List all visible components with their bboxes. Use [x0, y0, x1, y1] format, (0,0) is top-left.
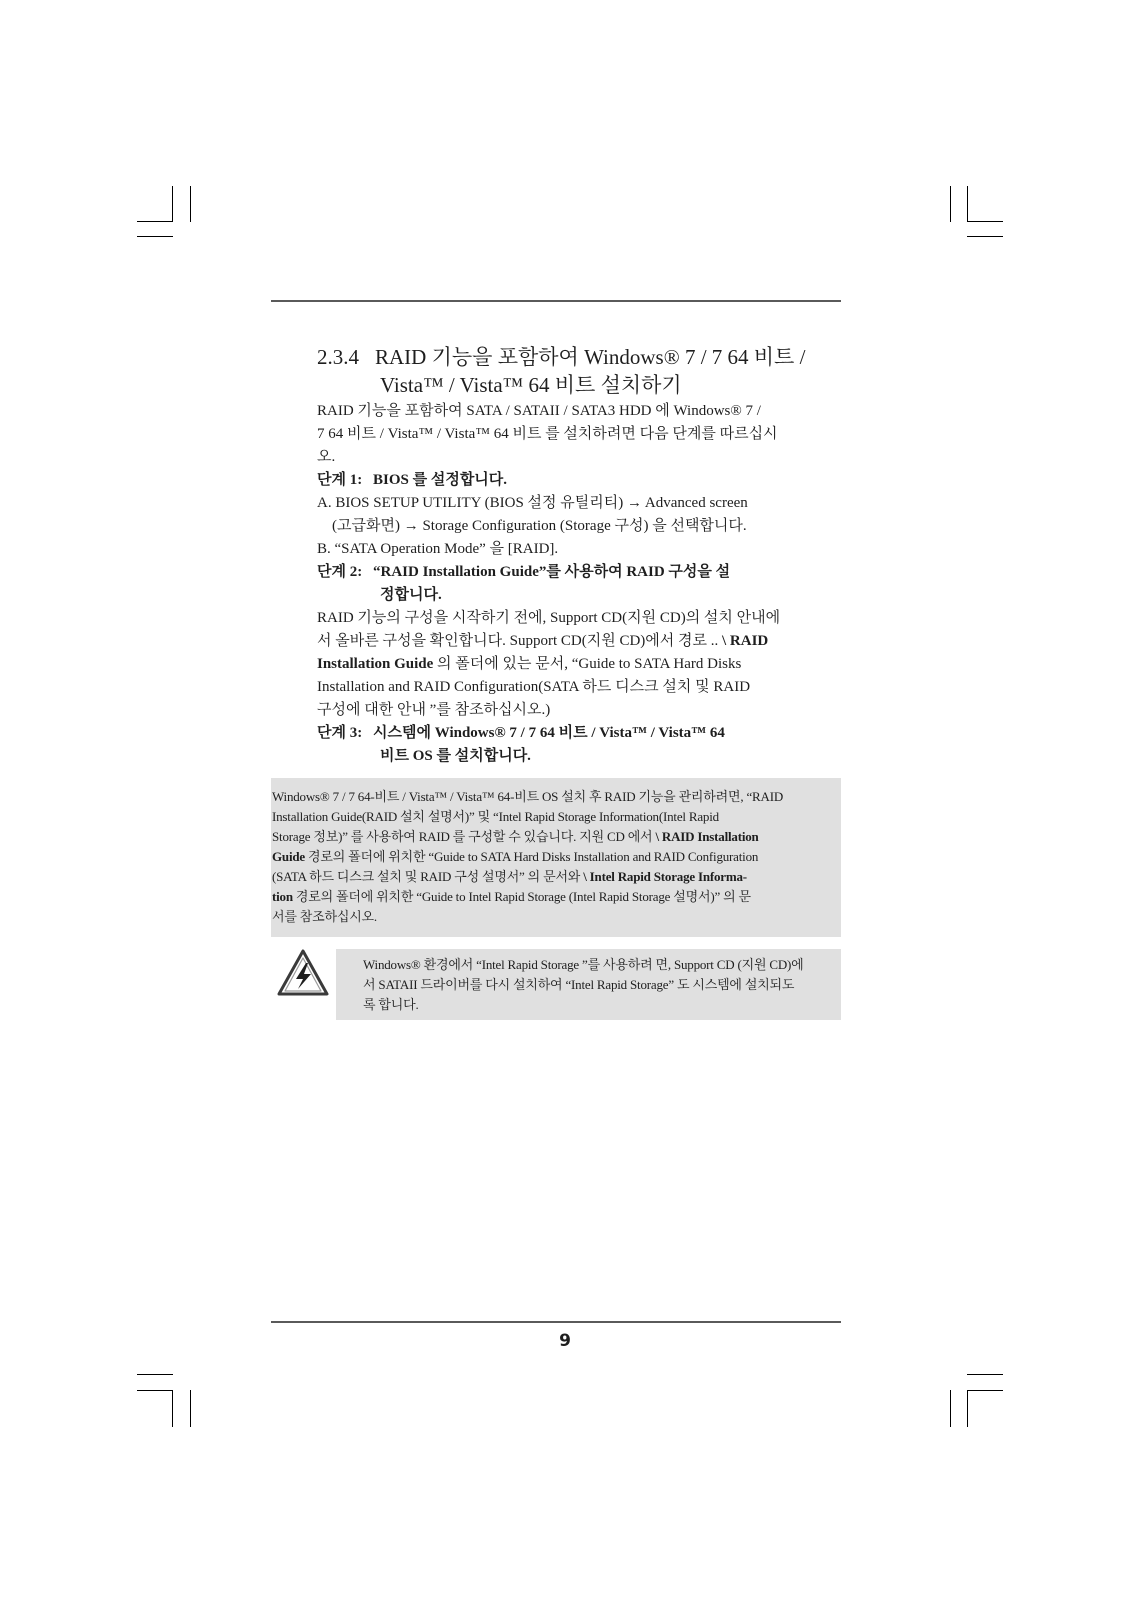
text-line: B. “SATA Operation Mode” 을 [RAID].: [317, 541, 559, 557]
heading-line: [317, 343, 847, 371]
step-title-continuation: 비트 OS 를 설치합니다.: [380, 748, 531, 764]
warning-box: [336, 949, 841, 1020]
note-line: [272, 847, 841, 867]
text-line: 7 64 비트 / Vista™ / Vista™ 64 비트 를 설치하려면 다음 단계를 따르십시: [317, 426, 778, 442]
crop-mark: [967, 1390, 968, 1427]
high-voltage-warning-icon: [276, 948, 330, 998]
warning-line: Windows® 환경에서 “Intel Rapid Storage ”를 사용하려 면, Support CD (지원 CD)에: [363, 957, 804, 972]
body-text: [317, 400, 842, 768]
text-segment: 서 올바른 구성을 확인합니다. Support CD(지원 CD)에서 경로 ..: [317, 633, 722, 649]
path-text: tion: [272, 889, 293, 904]
step-label: 단계 2:: [317, 564, 363, 580]
crop-mark: [172, 1390, 173, 1427]
note-line: Windows® 7 / 7 64-비트 / Vista™ / Vista™ 64-비트 OS 설치 후 RAID 기능을 관리하려면, “RAID: [272, 789, 784, 804]
note-box: [271, 778, 841, 937]
text-segment: 경로의 폴더에 위치한 “Guide to SATA Hard Disks Installation and RAID Configuration: [304, 849, 759, 864]
crop-mark: [137, 221, 173, 222]
note-line: [272, 827, 841, 847]
path-text: \ RAID Installation: [655, 829, 759, 844]
text-line: 구성에 대한 안내 ”를 참조하십시오.): [317, 702, 551, 718]
section-heading: [317, 343, 847, 399]
step-label: 단계 1:: [317, 472, 363, 488]
text-line: [317, 630, 842, 653]
crop-mark: [190, 186, 191, 222]
crop-mark: [967, 186, 968, 222]
path-text: Guide: [272, 849, 305, 864]
step-2-title: [317, 561, 842, 584]
heading-line: Vista™ / Vista™ 64 비트 설치하기: [380, 373, 682, 397]
path-text: Installation Guide: [317, 656, 434, 672]
step-title: “RAID Installation Guide”를 사용하여 RAID 구성을 설: [373, 564, 731, 580]
crop-mark: [172, 186, 173, 222]
text-segment: Storage 정보)” 를 사용하여 RAID 를 구성할 수 있습니다. 지원 CD 에서: [272, 829, 656, 844]
text-line: RAID 기능을 포함하여 SATA / SATAII / SATA3 HDD 에 Windows® 7 /: [317, 403, 761, 419]
text-line: [317, 653, 842, 676]
crop-mark: [967, 1390, 1003, 1391]
text-line: Installation and RAID Configuration(SATA 하드 디스크 설치 및 RAID: [317, 679, 751, 695]
crop-mark: [137, 1390, 173, 1391]
step-title: 시스템에 Windows® 7 / 7 64 비트 / Vista™ / Vista™ 64: [373, 725, 725, 741]
crop-mark: [190, 1390, 191, 1427]
heading-title: RAID 기능을 포함하여 Windows® 7 / 7 64 비트 /: [375, 345, 806, 369]
step-title-continuation: 정합니다.: [380, 587, 442, 603]
crop-mark: [967, 1374, 1003, 1375]
crop-mark: [950, 186, 951, 222]
note-line: Installation Guide(RAID 설치 설명서)” 및 “Intel Rapid Storage Information(Intel Rapid: [272, 809, 719, 824]
crop-mark: [137, 1374, 173, 1375]
page-number: 9: [559, 1331, 571, 1351]
warning-line: 록 합니다.: [363, 997, 419, 1012]
crop-mark: [950, 1390, 951, 1427]
note-line: 서를 참조하십시오.: [272, 909, 377, 924]
crop-mark: [967, 221, 1003, 222]
crop-mark: [137, 236, 173, 237]
text-segment: (SATA 하드 디스크 설치 및 RAID 구성 설명서” 의 문서와: [272, 869, 584, 884]
text-segment: 의 폴더에 있는 문서, “Guide to SATA Hard Disks: [433, 656, 742, 672]
path-text: \ Intel Rapid Storage Informa-: [583, 869, 747, 884]
text-line: 오.: [317, 449, 336, 465]
crop-mark: [967, 236, 1003, 237]
step-3-title: [317, 722, 842, 745]
step-label: 단계 3:: [317, 725, 363, 741]
warning-line: 서 SATAII 드라이버를 다시 설치하여 “Intel Rapid Storage” 도 시스템에 설치되도: [363, 977, 795, 992]
step-title: BIOS 를 설정합니다.: [373, 472, 508, 488]
text-line: (고급화면) → Storage Configuration (Storage 구성) 을 선택합니다.: [332, 518, 747, 534]
section-number: 2.3.4: [317, 345, 359, 369]
text-segment: 경로의 폴더에 위치한 “Guide to Intel Rapid Storage (Intel Rapid Storage 설명서)” 의 문: [292, 889, 751, 904]
note-line: [272, 887, 841, 907]
step-1-title: [317, 469, 842, 492]
note-line: [272, 867, 841, 887]
footer-rule: [271, 1321, 841, 1323]
text-line: A. BIOS SETUP UTILITY (BIOS 설정 유틸리티) → Advanced screen: [317, 495, 748, 511]
text-line: RAID 기능의 구성을 시작하기 전에, Support CD(지원 CD)의 설치 안내에: [317, 610, 781, 626]
path-text: \ RAID: [722, 633, 769, 649]
header-rule: [271, 300, 841, 302]
